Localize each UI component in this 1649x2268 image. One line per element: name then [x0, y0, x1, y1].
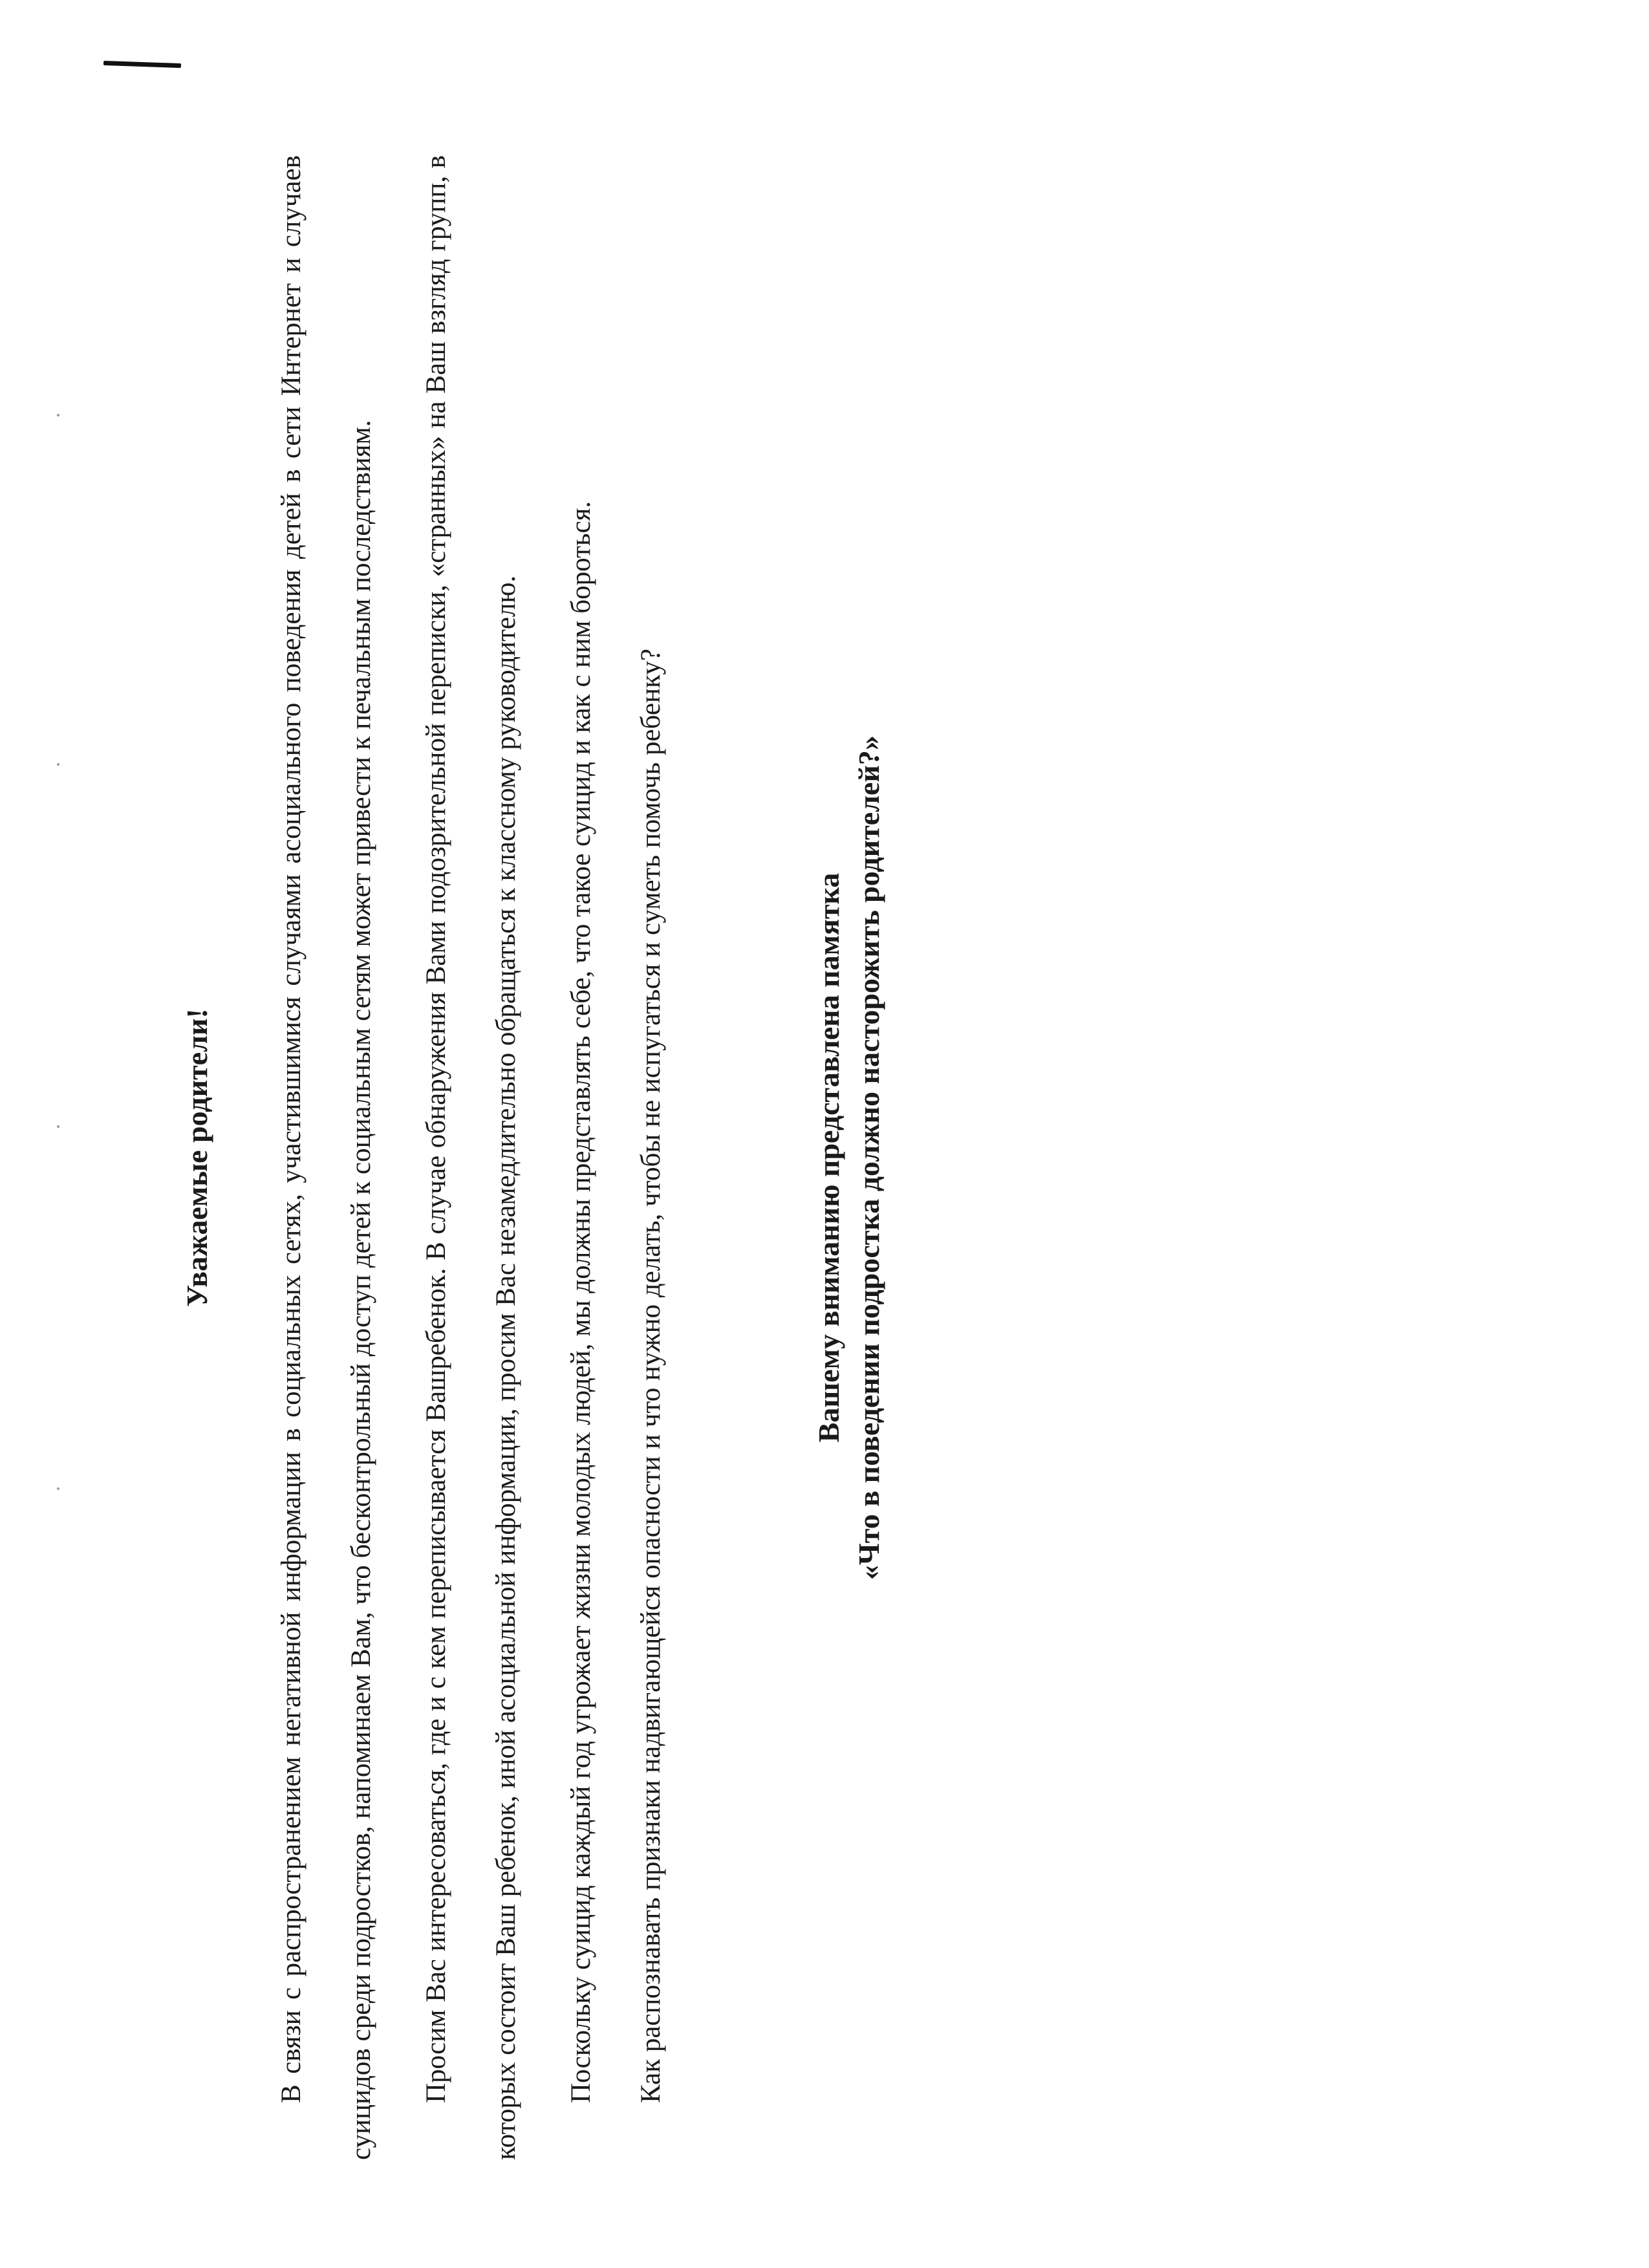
paragraph-monitor-correspondence: Просим Вас интересоваться, где и с кем переписывается Вашребенок. В случае обнаружения Вами подозрительной переписки, «странных» на Ваш взгляд групп, в которых состоит Ваш ребенок, иной асоциальной информации, просим Вас незамедлительно обращаться к классному руководителю. — [421, 155, 521, 2160]
scan-speck — [57, 414, 59, 416]
rotated-document-page — [178, 155, 1406, 2160]
scan-speck — [57, 1125, 59, 1128]
scan-speck — [57, 763, 59, 766]
paragraph-social-networks: В связи с распространением негативной информации в социальных сетях, участившимися случаями асоциального поведения детей в сети Интернет и случаев суицидов среди подростков, напоминаем Вам, что бесконтрольный доступ детей к социальным сетям может привести к печальным последствиям. — [276, 155, 376, 2160]
memo-heading-line-1: Вашему вниманию представлена памятка — [812, 872, 845, 1443]
memo-heading-line-2: «Что в поведении подростка должно насторожить родителей?» — [852, 735, 885, 1580]
scan-speck — [57, 1487, 59, 1490]
document-title: Уважаемые родители! — [180, 1008, 213, 1307]
memo-heading — [809, 155, 889, 2160]
paragraph-suicide-awareness: Поскольку суицид каждый год угрожает жизни молодых людей, мы должны представлять себе, что такое суицид и как с ним бороться. — [566, 501, 596, 2103]
scan-mark — [103, 61, 181, 68]
paragraph-recognize-signs: Как распознавать признаки надвигающейся опасности и что нужно делать, чтобы не испугаться и суметь помочь ребенку? — [636, 649, 666, 2103]
